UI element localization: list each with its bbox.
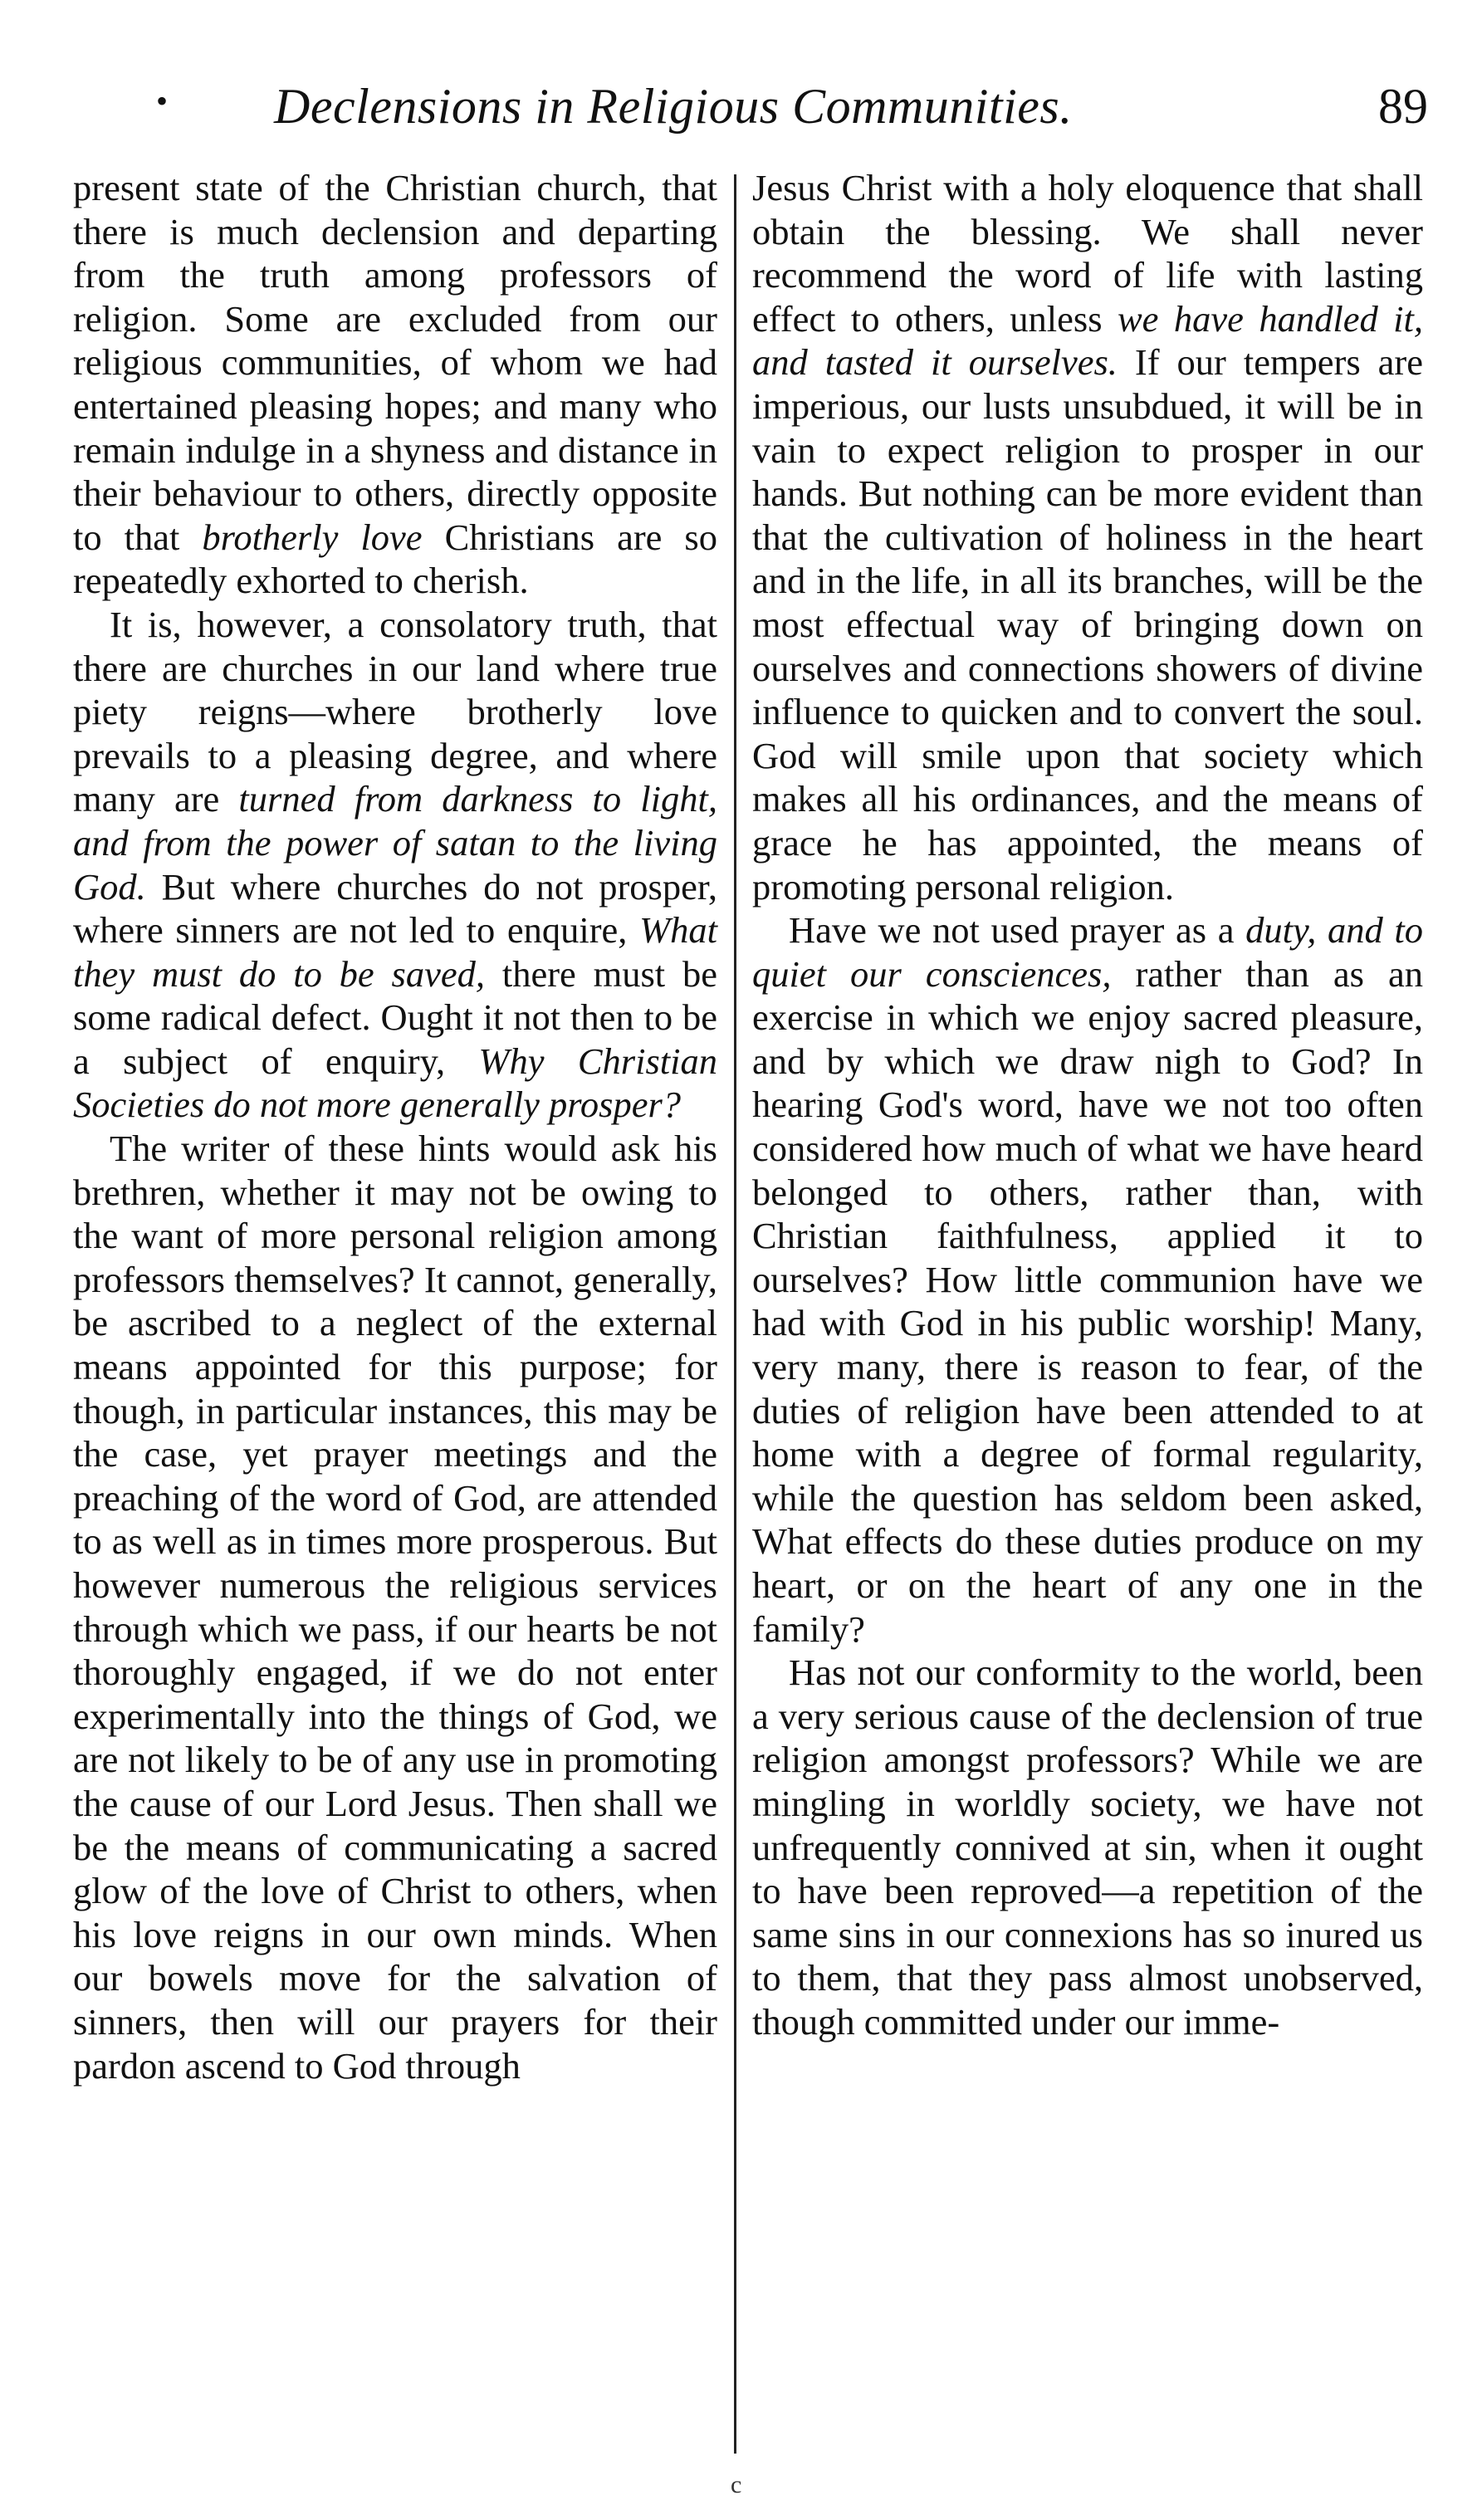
left-p1-text: present state of the Christian church, that there is much declension and departing from the truth among professors of religion. Some are excluded from our religious communities, of whom we had entertained pleasing hopes; and many who remain indulge in a shyness and distance in their behaviour to others, directly opposite to that [73,167,717,558]
left-paragraph-1 [73,166,717,603]
right-p1-end: If our tempers are imperious, our lusts unsubdued, it will be in vain to expect religion to prosper in our hands. But nothing can be more evident than that the cultivation of holiness in the heart and in the life, in all its branches, will be the most effectual way of bringing down on ourselves and connections showers of divine influence to quicken and to convert the soul. God will smile upon that society which makes all his ordinances, and the means of grace he has appointed, the means of promoting personal religion. [752,341,1423,908]
left-paragraph-2 [73,603,717,1127]
left-p2-emphasis-1: turned from darkness to light, and from the power of satan to the living God. [73,778,718,908]
running-title: Declensions in Religious Communities. [274,79,1073,134]
running-header [66,73,1428,139]
column-divider [734,174,736,2454]
left-p2-mid: But where churches do not prosper, where sinners are not led to enquire, [73,865,717,952]
left-p1-end: Christians are so repeatedly exhorted to cherish. [73,516,717,602]
right-p1-start: Jesus Christ with a holy eloquence that shall obtain the blessing. We shall never recommend the word of life with lasting effect to others, unless [752,167,1423,340]
right-p1-emphasis: we have handled it, and tasted it ourselves. [752,297,1423,384]
left-column [73,166,717,2087]
left-p2-emphasis-3: Why Christian Societies do not more generally prosper? [73,1040,717,1126]
right-p2-end: rather than as an exercise in which we enjoy sacred pleasure, and by which we draw nigh to God? In hearing God's word, have we not too often considered how much of what we have heard belonged to others, rather than, with Christian faithfulness, applied it to ourselves? How little communion have we had with God in his public worship! Many, very many, there is reason to fear, of the duties of religion have been attended to at home with a degree of formal regularity, while the question has seldom been asked, What effects do these duties produce on my heart, or on the heart of any one in the family? [752,952,1423,1650]
left-p2-start: It is, however, a consolatory truth, that there are churches in our land where true piety reigns—where brotherly love prevails to a pleasing degree, and where many are [73,603,717,820]
signature-mark: c [731,2471,742,2498]
page-number: 89 [1378,79,1428,134]
right-column [752,166,1423,2044]
right-paragraph-3: Has not our conformity to the world, been a very serious cause of the declension of true religion amongst professors? While we are mingling in worldly society, we have not unfrequently connived at sin, when it ought to have been reproved—a repetition of the same sins in our connexions has so inured us to them, that they pass almost unobserved, though committed under our imme- [752,1651,1423,2043]
right-paragraph-2 [752,908,1423,1651]
right-p2-start: Have we not used prayer as a [789,909,1246,952]
right-paragraph-1 [752,166,1423,908]
right-p2-emphasis: duty, and to quiet our consciences, [752,909,1424,995]
left-p2-emphasis-2: What they must do to be saved, [73,909,717,995]
left-p2-mid2: there must be some radical defect. Ought it not then to be a subject of enquiry, [73,952,718,1082]
header-dot: • [156,82,169,120]
left-p1-emphasis: brotherly love [202,516,423,558]
left-paragraph-3: The writer of these hints would ask his brethren, whether it may not be owing to the want of more personal religion among professors themselves? It cannot, generally, be ascribed to a neglect of the external means appointed for this purpose; for though, in particular instances, this may be the case, yet prayer meetings and the preaching of the word of God, are attended to as well as in times more prosperous. But however numerous the religious services through which we pass, if our hearts be not thoroughly engaged, if we do not enter experimentally into the things of God, we are not likely to be of any use in promoting the cause of our Lord Jesus. Then shall we be the means of communicating a sacred glow of the love of Christ to others, when his love reigns in our own minds. When our bowels move for the salvation of sinners, then will our prayers for their pardon ascend to God through [73,1128,717,2087]
